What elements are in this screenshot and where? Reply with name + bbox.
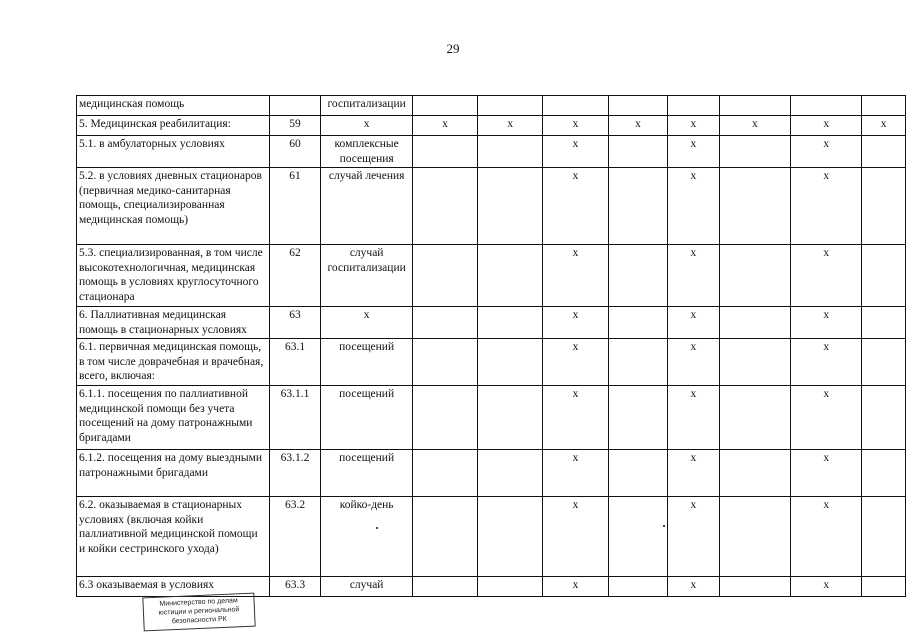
stamp-line: юстиции и региональной [158,606,240,617]
table-row [77,386,906,450]
value-cell [862,136,906,168]
speck-mark [663,525,665,527]
value-cell [608,577,668,597]
value-cell: х [543,450,608,497]
table-row [77,497,906,577]
row-unit-cell: комплексные посещения [321,136,412,168]
value-cell [412,136,477,168]
row-name-cell: 6. Паллиативная медицинская помощь в стационарных условиях [77,307,270,339]
value-cell [719,136,791,168]
value-cell [412,96,477,116]
row-unit-cell: посещений [321,339,412,386]
row-name-cell: 5. Медицинская реабилитация: [77,116,270,136]
value-cell: х [791,450,862,497]
value-cell: х [791,497,862,577]
value-cell [478,307,543,339]
row-unit-cell: посещений [321,386,412,450]
value-cell [478,136,543,168]
row-code-cell: 59 [269,116,321,136]
value-cell: х [543,339,608,386]
stamp-line: Министерство по делам [159,597,238,608]
row-unit-cell: х [321,116,412,136]
row-code-cell: 63.2 [269,497,321,577]
stamp-line: безопасности РК [171,615,227,626]
value-cell: х [668,136,719,168]
value-cell: х [543,136,608,168]
value-cell: х [668,450,719,497]
value-cell: х [791,168,862,245]
value-cell [608,450,668,497]
value-cell [719,96,791,116]
ministry-stamp [142,593,255,632]
value-cell [719,339,791,386]
value-cell: х [791,339,862,386]
value-cell [478,339,543,386]
value-cell [478,386,543,450]
row-name-cell: 6.1.1. посещения по паллиативной медицинской помощи без учета посещений на дому патронажными бригадами [77,386,270,450]
value-cell [862,497,906,577]
row-name-cell: 5.2. в условиях дневных стационаров (первичная медико-санитарная помощь, специализированная медицинская помощь) [77,168,270,245]
value-cell [608,96,668,116]
value-cell [862,96,906,116]
value-cell [719,577,791,597]
row-name-cell: 5.1. в амбулаторных условиях [77,136,270,168]
value-cell: х [543,497,608,577]
page-number: 29 [446,41,460,56]
table-row [77,577,906,597]
value-cell [719,497,791,577]
value-cell [862,450,906,497]
value-cell [668,96,719,116]
value-cell: х [791,386,862,450]
row-code-cell: 63.1.2 [269,450,321,497]
value-cell: х [791,245,862,307]
row-code-cell: 61 [269,168,321,245]
row-unit-cell: госпитализации [321,96,412,116]
value-cell [608,245,668,307]
speck-mark [376,527,378,529]
value-cell: х [668,339,719,386]
value-cell: х [791,577,862,597]
value-cell [543,96,608,116]
row-name-cell: 6.2. оказываемая в стационарных условиях (включая койки паллиативной медицинской помощи и койки сестринского ухода) [77,497,270,577]
table-row [77,307,906,339]
table-row [77,116,906,136]
value-cell [478,168,543,245]
value-cell: х [862,116,906,136]
table-row [77,168,906,245]
row-unit-cell: посещений [321,450,412,497]
value-cell [862,245,906,307]
value-cell [608,168,668,245]
value-cell: х [668,168,719,245]
value-cell [608,339,668,386]
value-cell: х [543,168,608,245]
value-cell: х [668,386,719,450]
table-row [77,245,906,307]
value-cell: х [543,245,608,307]
table-row [77,96,906,116]
row-unit-cell: случай лечения [321,168,412,245]
value-cell: х [543,307,608,339]
value-cell: х [478,116,543,136]
value-cell [862,577,906,597]
value-cell [478,96,543,116]
row-code-cell [269,96,321,116]
value-cell: х [791,116,862,136]
value-cell [412,245,477,307]
value-cell [478,577,543,597]
row-name-cell: 6.1.2. посещения на дому выездными патронажными бригадами [77,450,270,497]
value-cell [412,307,477,339]
value-cell [412,168,477,245]
row-code-cell: 62 [269,245,321,307]
row-code-cell: 63.1.1 [269,386,321,450]
value-cell [608,307,668,339]
row-unit-cell: койко-день [321,497,412,577]
row-name-cell: 6.3 оказываемая в условиях [77,577,270,597]
row-name-cell: 6.1. первичная медицинская помощь, в том числе доврачебная и врачебная, всего, включая: [77,339,270,386]
value-cell [412,577,477,597]
value-cell: х [791,307,862,339]
row-code-cell: 63.1 [269,339,321,386]
value-cell: х [668,245,719,307]
value-cell [608,497,668,577]
value-cell [412,386,477,450]
table-row [77,450,906,497]
value-cell [719,168,791,245]
value-cell [478,245,543,307]
value-cell [719,450,791,497]
row-unit-cell: случай [321,577,412,597]
value-cell: х [668,497,719,577]
value-cell: х [668,577,719,597]
value-cell [412,497,477,577]
table-row [77,136,906,168]
value-cell: х [543,386,608,450]
value-cell [791,96,862,116]
value-cell: х [791,136,862,168]
value-cell [608,136,668,168]
value-cell [719,307,791,339]
value-cell [862,168,906,245]
value-cell: х [668,116,719,136]
row-unit-cell: х [321,307,412,339]
value-cell: х [608,116,668,136]
value-cell [412,339,477,386]
value-cell [478,497,543,577]
row-name-cell: медицинская помощь [77,96,270,116]
value-cell [478,450,543,497]
value-cell: х [543,577,608,597]
value-cell [608,386,668,450]
statistics-table [76,95,906,597]
value-cell [719,386,791,450]
row-code-cell: 63 [269,307,321,339]
row-unit-cell: случай госпитализации [321,245,412,307]
value-cell: х [543,116,608,136]
value-cell [862,339,906,386]
row-code-cell: 60 [269,136,321,168]
value-cell [412,450,477,497]
value-cell [862,386,906,450]
row-name-cell: 5.3. специализированная, в том числе высокотехнологичная, медицинская помощь в условиях круглосуточного стационара [77,245,270,307]
value-cell: х [668,307,719,339]
value-cell [862,307,906,339]
value-cell [719,245,791,307]
table-row [77,339,906,386]
value-cell: х [412,116,477,136]
value-cell: х [719,116,791,136]
row-code-cell: 63.3 [269,577,321,597]
